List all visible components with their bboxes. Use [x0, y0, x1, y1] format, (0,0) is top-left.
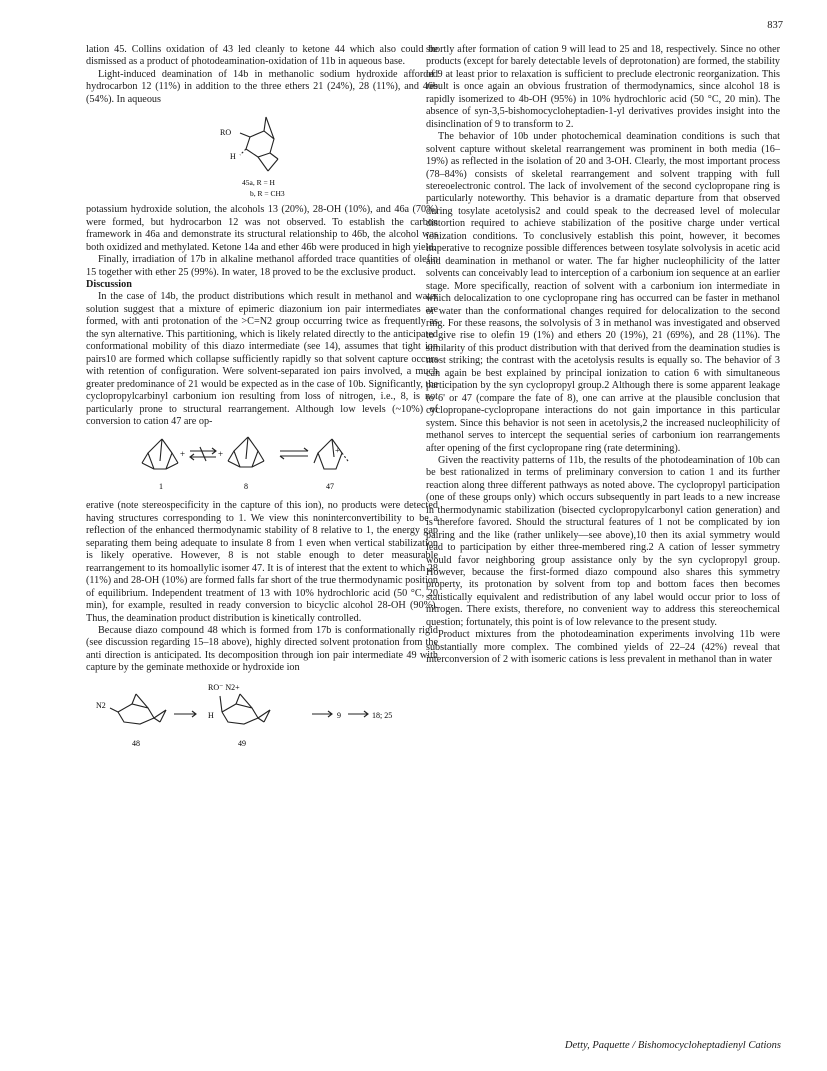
left-paragraph-5: In the case of 14b, the product distributions which result in methanol and water solution suggest that a mixture of epimeric diazonium ion pair intermediates are formed, with anti protonation of the >C=N2 group occurring twice as frequently as the syn alternative. This partitioning, which is likely related directly to the anticipated conformational mobility of this diazo intermediate (see 14), assumes that tight ion pairs10 are formed which collapse sufficiently rapidly so that solvent capture occurs with retention of configuration. Were solvent-separated ion pairs involved, a much greater predominance of 21 would be expected as in the case of 10b. Significantly, the cyclopropylcarbinyl carbonium ion resulting from loss of nitrogen, i.e., 8, is not particularly prone to structural rearrangement. Although low levels (~10%) of conversion to cation 47 are op- — [86, 291, 438, 427]
right-paragraph-3: Given the reactivity patterns of 11b, the results of the photodeamination of 10b can be best rationalized in terms of preliminary conversion to cation 1 and its further reaction along three different pathways as noted above. The cyclopropyl participation (one of these groups only) which occurs subsequently in part leads to a new increase in thermodynamic stabilization (bisected cyclopropylcarbonyl cation generation) and is therefore favored. Should the structural features of 1 not be complicated by ion pairing and the like (rather unlikely—see above),10 then its axial symmetry would lead to participation by either three-membered ring.2 A cation of lesser symmetry would favor neighboring group assistance only by the syn cyclopropyl group. However, because the first-formed diazo compound also shares this symmetry property, its protonation by solvent from top and bottom faces then becomes statistically equivalent and redistribution of any label would occur prior to loss of nitrogen. There exists, therefore, no convenient way to address this stereochemical question; fortunately, this point is of low relevance to the present study. — [426, 454, 780, 628]
right-paragraph-1: shortly after formation of cation 9 will lead to 25 and 18, respectively. Since no other products (except for barely detectable levels of deprotonation) are formed, the stability of 9 at least prior to relaxation is sufficient to preclude electronic reorganization. This result is once again an obvious frustration of thermodynamics, since alcohol 18 is rapidly isomerized to 4b-OH (95%) in 10% hydrochloric acid (50 °C, 20 min). The absence of syn-3,5-bishomocycloheptadien-1-yl derivatives provides insight into the disinclination of 9 to transform to 2. — [426, 44, 780, 130]
left-paragraph-3: potassium hydroxide solution, the alcohols 13 (20%), 28-OH (10%), and 46a (70%) were formed, but hydrocarbon 12 was not observed. To establish the carbon framework in 46a and demonstrate its structural relationship to 46b, the alcohol was both oxidized and methylated. Ketone 14a and ether 46b were produced in high yield. — [86, 204, 438, 253]
eq-label-47: 47 — [326, 482, 334, 492]
left-paragraph-1: lation 45. Collins oxidation of 43 led cleanly to ketone 44 which also could be dismissed as a product of photodeamination-oxidation of 11b in aqueous base. — [86, 44, 438, 68]
discussion-heading: Discussion — [86, 278, 132, 290]
structure-45 — [182, 109, 342, 201]
fig45-ro-label: RO — [220, 128, 232, 138]
svg-text:+: + — [218, 449, 224, 460]
right-paragraph-2: The behavior of 10b under photochemical deamination conditions is such that solvent capture without skeletal rearrangement was prominent in both media (16–19%) as reflected in the isolation of 20 and 3-OH. Clearly, the most important process (78–84%) consists of skeletal rearrangement and solvent trapping with full stereoelectronic control. The lack of involvement of the second cyclopropane ring is particularly noteworthy. This behavior is a dramatic departure from that observed during tosylate acetolysis2 and could speak to the decreased level of molecular distortion required to achieve stabilization of the positive charge under vertical ionization conditions. To conclusively establish this point, however, it becomes imperative to recognize possible differences between tosylate solvolysis in acetic acid and deamination in methanol or water. The far higher nucleophilicity of the latter solvents can conceivably lead to interception of a carbonium ion sequence at an earlier stage. More specifically, reaction of solvent with a carbonium ion intermediate in which delocalization to one cyclopropane ring has occurred can be faster in methanol or water than the conformational changes required for delocalization to the second ring. For these reasons, the solvolysis of 3 in methanol was investigated and observed to give rise to olefin 19 (1%) and ethers 20 (19%), 21 (69%), and 28 (11%). The similarity of this product distribution with that derived from the deamination studies is most striking; the contrast with the acetolysis results is equally so. The behavior of 3 can again be best explained by principal ionization to cation 6 with simultaneous participation by the syn cyclopropyl group.2 Although there is some apparent leakage to 6' or 47 (compare the fate of 8), one can arrive at the plausible conclusion that cyclopropane-cyclopropane interactions do not gain importance in this particular system. Since this behavior is not seen in acetolysis,2 the increased nucleophilicity of methanol serves to intercept the sequential series of carbonium ion rearrangements after opening of the first cyclopropane ring (rate determining). — [426, 131, 780, 454]
fig49-ro-label: RO⁻ N2+ — [208, 682, 240, 692]
right-paragraph-4: Product mixtures from the photodeamination experiments involving 11b were substantially more complex. The combined yields of 22–24 (42%) reveal that interconversion of 2 with isomeric cations is less prevalent in methanol than in water — [426, 629, 780, 666]
left-paragraph-6: erative (note stereospecificity in the capture of this ion), no products were detected having structures corresponding to 1. We view this noninterconvertibility to be a reflection of the enhanced thermodynamic stability of 8 relative to 1, the energy gap separating them being adequate to insulate 8 from 1 even when vertical stabilization is likely operative. However, 8 is not stable enough to deter measurable rearrangement to its homoallylic isomer 47. It is of interest that the extent to which 28 (11%) and 28-OH (10%) are formed falls far short of the true thermodynamic position of equilibrium. Independent treatment of 13 with 10% hydrochloric acid (50 °C, 20 min), for example, resulted in ready conversion to bicyclic alcohol 28-OH (90%). Thus, the deamination product distribution is kinetically controlled. — [86, 500, 438, 624]
eq-label-8: 8 — [244, 482, 248, 492]
fig48-number: 48 — [132, 738, 140, 748]
svg-text:+: + — [335, 446, 340, 456]
fig49-number: 49 — [238, 738, 246, 748]
left-paragraph-7: Because diazo compound 48 which is formed from 17b is conformationally rigid (see discussion regarding 15–18 above), highly directed solvent protonation from the anti direction is anticipated. Its decomposition through ion pair intermediate 49 with capture by the geminate methoxide or hydroxide ion — [86, 624, 438, 674]
svg-text:+: + — [180, 449, 186, 460]
equilibrium-scheme-1-8-47 — [132, 431, 392, 497]
running-footer: Detty, Paquette / Bishomocycloheptadienyl Cations — [564, 1040, 781, 1051]
fig45-b-label: b, R = CH3 — [250, 189, 285, 199]
left-column — [86, 44, 438, 757]
fig45-a-label: 45a, R = H — [242, 178, 275, 188]
fig48-n2-label: N2 — [96, 700, 106, 710]
fig-products-label: 18; 25 — [372, 710, 393, 720]
eq-label-1: 1 — [159, 482, 163, 492]
scheme-48-49 — [92, 678, 432, 754]
page-number: 837 — [767, 20, 783, 31]
fig45-h-label: H — [230, 152, 236, 162]
left-paragraph-4: Finally, irradiation of 17b in alkaline methanol afforded trace quantities of olefin 15 together with ether 25 (99%). In water, 18 proved to be the exclusive product. — [86, 254, 438, 278]
left-paragraph-2: Light-induced deamination of 14b in methanolic sodium hydroxide afforded hydrocarbon 12 (11%) in addition to the three ethers 21 (24%), 28 (11%), and 46b (54%). In aqueous — [86, 68, 438, 105]
fig-9-label: 9 — [337, 710, 341, 720]
right-column — [426, 44, 780, 667]
fig49-h-label: H — [208, 710, 214, 720]
